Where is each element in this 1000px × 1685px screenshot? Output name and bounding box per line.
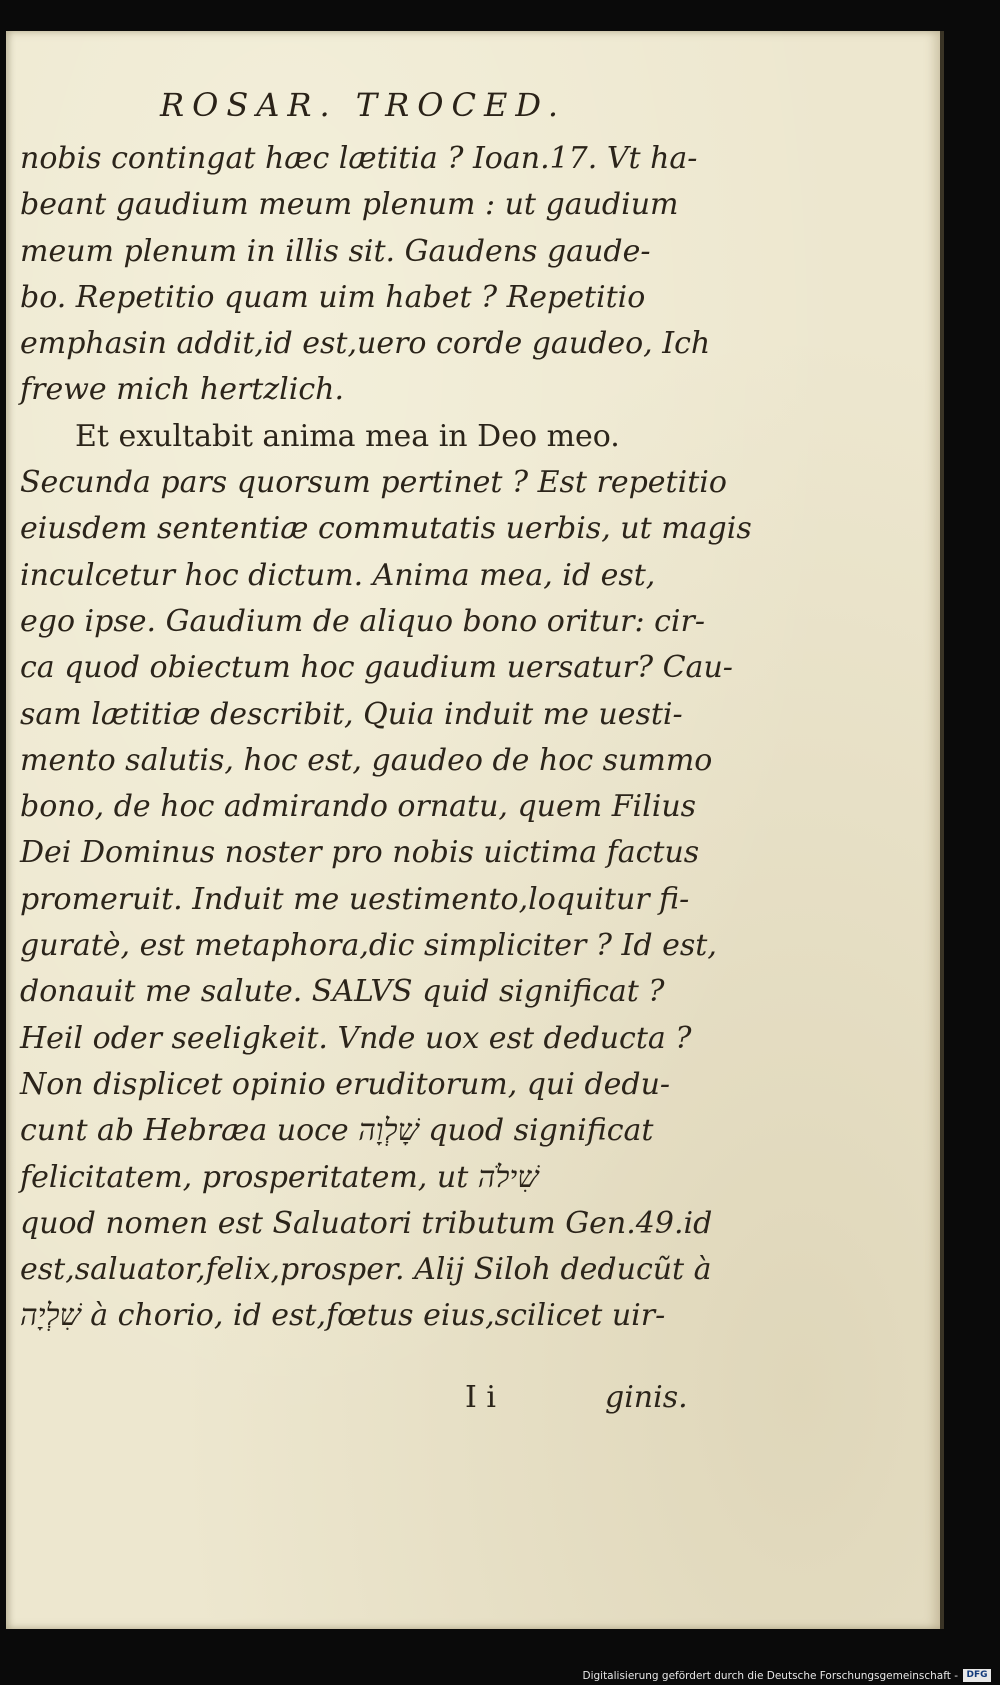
signature-mark: I i: [465, 1380, 496, 1415]
digitization-credit: Digitalisierung gefördert durch die Deutsche Forschungsgemeinschaft -: [582, 1670, 958, 1682]
text-line-lemma: Et exultabit anima mea in Deo meo.: [75, 418, 620, 454]
text-line: guratè, est metaphora,dic simpliciter ? Id est,: [20, 928, 717, 964]
text-line: שִׁלְיָה à chorio, id est,fœtus eius,scilicet uir-: [20, 1298, 666, 1334]
text-line: felicitatem, prosperitatem, ut שִׁילֹה: [20, 1159, 539, 1195]
text-line: ca quod obiectum hoc gaudium uersatur? Cau-: [20, 650, 733, 686]
text-line: est,saluator,felix,prosper. Alij Siloh deducũt à: [20, 1252, 712, 1288]
text-line: Dei Dominus noster pro nobis uictima factus: [20, 835, 700, 871]
text-line: cunt ab Hebræa uoce שָׁלְוָה quod significat: [20, 1113, 654, 1149]
text-line: donauit me salute. SALVS quid significat ?: [20, 974, 665, 1010]
catchword: ginis.: [605, 1380, 688, 1415]
text-line: nobis contingat hæc lætitia ? Ioan.17. Vt ha-: [20, 141, 698, 176]
text-line: quod nomen est Saluatori tributum Gen.49.id: [20, 1205, 713, 1241]
text-line: promeruit. Induit me uestimento,loquitur fi-: [20, 881, 690, 917]
dfg-logo-icon: DFG: [963, 1669, 991, 1682]
text-line: emphasin addit,id est,uero corde gaudeo, Ich: [20, 326, 711, 362]
text-line: ego ipse. Gaudium de aliquo bono oritur: cir-: [20, 603, 705, 639]
body-text: [20, 136, 752, 1340]
running-header: ROSAR. TROCED.: [160, 86, 566, 124]
text-line: Non displicet opinio eruditorum, qui dedu-: [20, 1066, 671, 1102]
text-line: inculcetur hoc dictum. Anima mea, id est,: [20, 557, 656, 593]
text-line: mento salutis, hoc est, gaudeo de hoc summo: [20, 742, 713, 778]
text-line: bo. Repetitio quam uim habet ? Repetitio: [20, 279, 646, 315]
text-line: eiusdem sententiæ commutatis uerbis, ut magis: [20, 511, 752, 547]
text-line: Secunda pars quorsum pertinet ? Est repetitio: [20, 465, 727, 501]
text-line: frewe mich hertzlich.: [20, 372, 344, 408]
text-line: beant gaudium meum plenum : ut gaudium: [20, 187, 679, 223]
text-line: meum plenum in illis sit. Gaudens gaude-: [20, 233, 651, 269]
text-line: bono, de hoc admirando ornatu, quem Filius: [20, 789, 697, 825]
text-line: sam lætitiæ describit, Quia induit me uesti-: [20, 696, 683, 732]
page-edge: [940, 31, 944, 1629]
text-line: Heil oder seeligkeit. Vnde uox est deducta ?: [20, 1020, 692, 1056]
